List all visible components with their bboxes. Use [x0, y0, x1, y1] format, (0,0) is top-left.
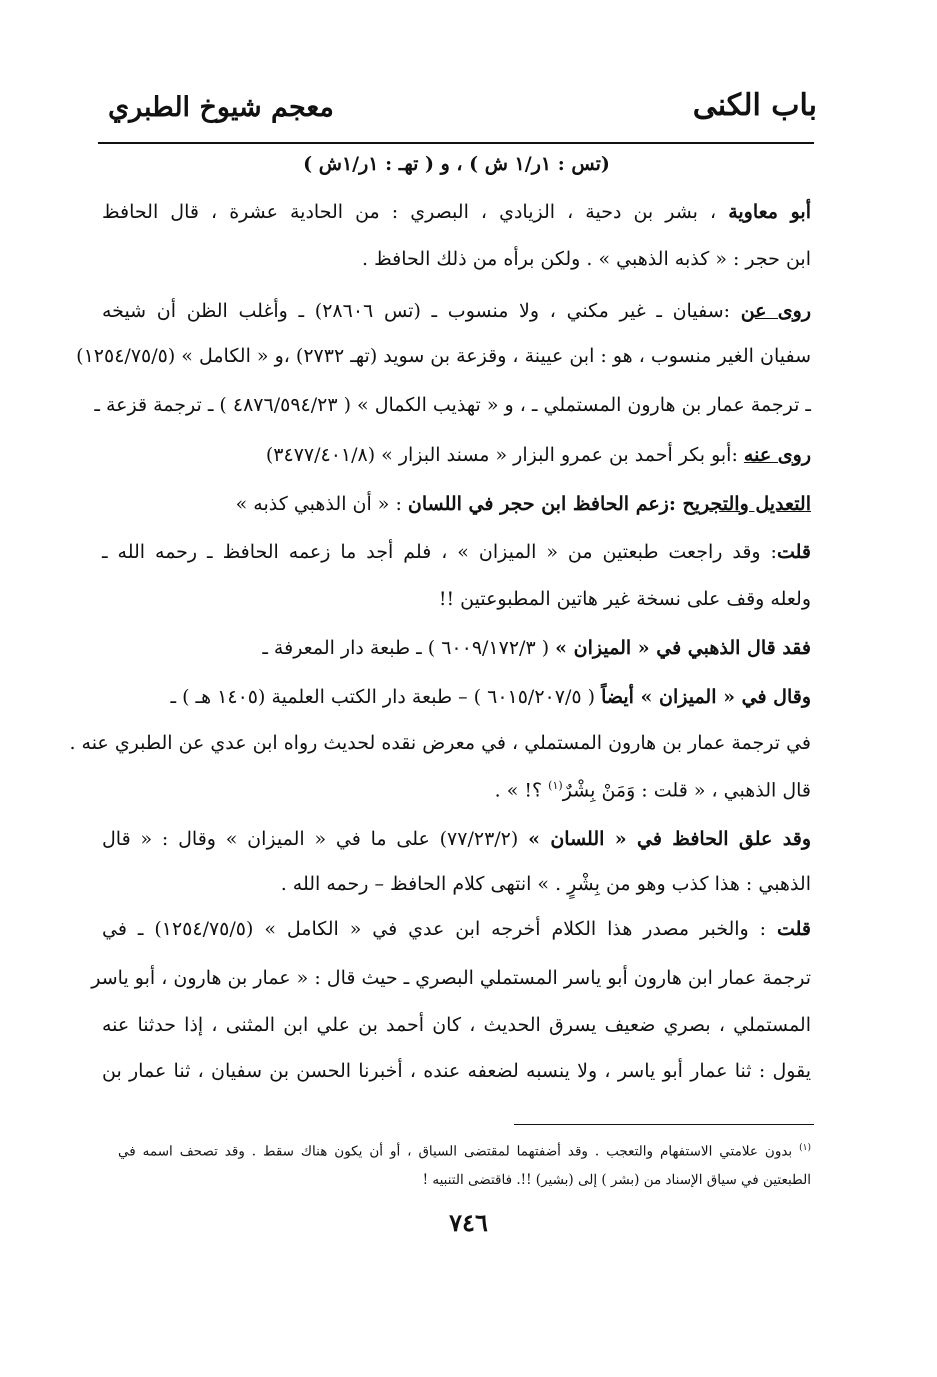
entry-line-1	[102, 198, 811, 226]
footnote-line-2: الطبعتين في سياق الإسناد من (بشر ) إلى (بشير) !!. فاقتضى التنبيه !	[422, 1172, 811, 1188]
lisan-line-1	[102, 825, 811, 853]
body-line-6: ـ ترجمة عمار بن هارون المستملي ـ ، و « تهذيب الكمال » ( ٤٨٧٦/٥٩٤/٢٣ ) ـ ترجمة قزعة ـ	[94, 394, 811, 416]
mizan-ref-label: فقد قال الذهبي في « الميزان »	[555, 637, 811, 659]
mizan2-ref-label: وقال في « الميزان » أيضاً	[601, 686, 811, 708]
entry-line-2: ابن حجر : « كذبه الذهبي » . ولكن برأه من ذلك الحافظ .	[362, 248, 811, 270]
narrated-from-label: روى عن	[740, 300, 811, 322]
lisan-ref-label: وقد علق الحافظ في « اللسان »	[528, 828, 811, 850]
footnote-divider	[514, 1124, 814, 1125]
narrated-by-text: :أبو بكر أحمد بن عمرو البزار « مسند البزار » (٣٤٧٧/٤٠١/٨)	[265, 444, 744, 466]
comment-line-1	[102, 538, 811, 566]
comment-line-2: ولعله وقف على نسخة غير هاتين المطبوعتين !!	[438, 588, 811, 610]
page-number: ٧٤٦	[449, 1208, 488, 1237]
entry-name: أبو معاوية	[728, 201, 811, 223]
comment-label: قلت	[776, 541, 811, 563]
book-title: معجم شيوخ الطبري	[108, 92, 334, 123]
narrated-by-line	[102, 441, 811, 469]
body-line-14	[102, 772, 811, 804]
mizan-line-1	[102, 634, 811, 662]
mizan-ref-text: ( ٦٠٠٩/١٧٢/٣ ) ـ طبعة دار المعرفة ـ	[262, 637, 556, 659]
comment2-label: قلت	[776, 918, 811, 940]
footnote-text-1: بدون علامتي الاستفهام والتعجب . وقد أضفتهما لمقتضى السياق ، أو أن يكون هناك سقط . وقد تصحف اسمه في	[118, 1143, 800, 1160]
narrated-by-label: روى عنه	[743, 444, 811, 466]
mizan2-ref-text: ( ٦٠١٥/٢٠٧/٥ ) – طبعة دار الكتب العلمية (١٤٠٥ هـ ) ـ	[170, 686, 602, 708]
narrated-from-line	[102, 297, 811, 325]
grading-quote: : « أن الذهبي كذبه »	[235, 493, 408, 515]
lisan-ref-text: (٧٧/٢٣/٢) على ما في « الميزان » وقال : « قال	[102, 828, 529, 850]
body-line-5: سفيان الغير منسوب ، هو : ابن عيينة ، وقزعة بن سويد (تهـ ٢٧٣٢) ،و « الكامل » (١٢٥٤/٧٥/٥)	[76, 345, 811, 367]
grading-line	[102, 490, 811, 518]
footnote-marker: (١)	[799, 1143, 811, 1153]
dhahabi-quote-end: ؟! » .	[494, 779, 549, 802]
footnote-ref[interactable]: (١)	[548, 779, 563, 792]
footnote-line-1	[118, 1138, 811, 1162]
comment2-line-1	[102, 915, 811, 943]
grading-claim: :زعم الحافظ ابن حجر في اللسان	[407, 493, 683, 515]
header-divider	[98, 142, 814, 144]
body-line-18: ترجمة عمار ابن هارون أبو ياسر المستملي البصري ـ حيث قال : « عمار بن هارون ، أبو ياسر	[91, 967, 811, 989]
comment-text: : وقد راجعت طبعتين من « الميزان » ، فلم أجد ما زعمه الحافظ ـ رحمه الله ـ	[102, 541, 777, 563]
body-line-20: يقول : ثنا عمار أبو ياسر ، ولا ينسبه لضعفه عنده ، أخبرنا الحسن بن سفيان ، ثنا عمار بن	[102, 1060, 811, 1082]
body-line-13: في ترجمة عمار بن هارون المستملي ، في معرض نقده لحديث رواه ابن عدي عن الطبري عنه .	[69, 732, 811, 754]
comment2-text: : والخبر مصدر هذا الكلام أخرجه ابن عدي في « الكامل » (١٢٥٤/٧٥/٥) ـ في	[102, 918, 777, 940]
grading-label: التعديل والتجريح	[682, 493, 811, 515]
entry-text: ، بشر بن دحية ، الزيادي ، البصري : من الحادية عشرة ، قال الحافظ	[102, 201, 729, 223]
mizan-line-2	[102, 683, 811, 711]
lisan-line-2: الذهبي : هذا كذب وهو من بِشْرٍ . » انتهى كلام الحافظ – رحمه الله .	[280, 873, 811, 895]
dhahabi-quote: قال الذهبي ، « قلت : وَمَنْ بِشْرٌ	[562, 779, 811, 802]
narrated-from-text: :سفيان ـ غير مكني ، ولا منسوب ـ (تس ٢٨٦٠٦) ـ وأغلب الظن أن شيخه	[102, 300, 741, 322]
body-line-19: المستملي ، بصري ضعيف يسرق الحديث ، كان أحمد بن علي ابن المثنى ، إذا حدثنا عنه	[102, 1014, 811, 1036]
reference-codes: (تس : ١ر/١ ش ) ، و ( تهـ : ١ر/١ش )	[303, 153, 610, 175]
chapter-title: باب الكنى	[692, 88, 817, 123]
